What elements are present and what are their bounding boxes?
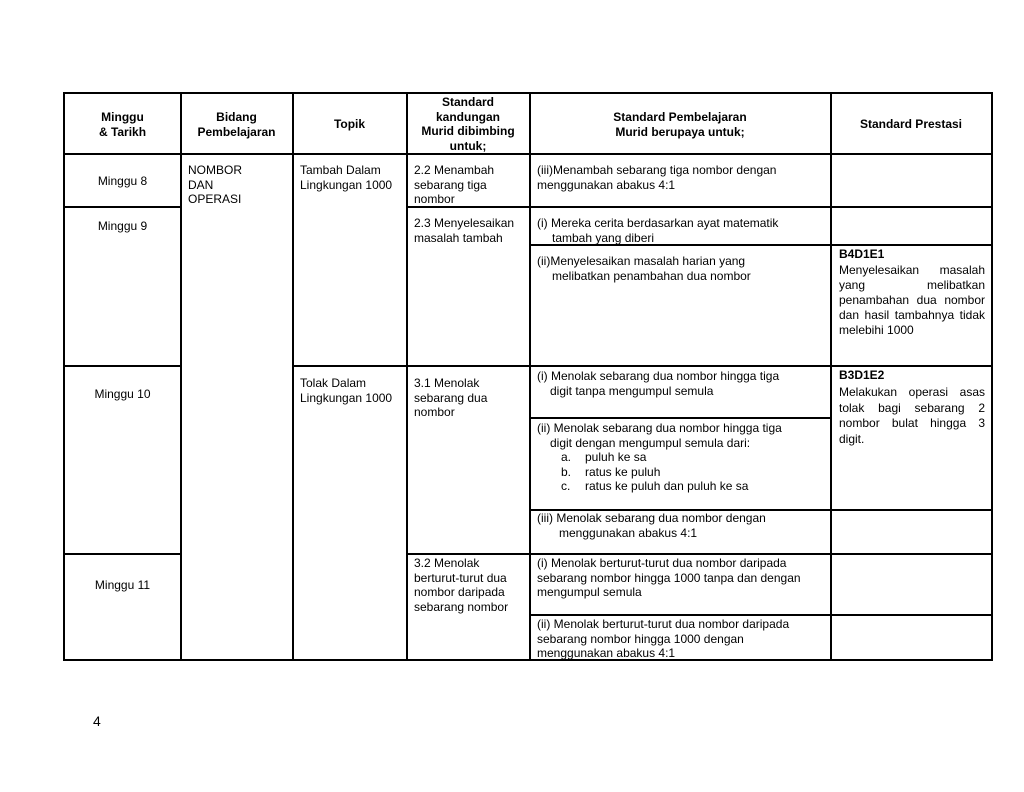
kandungan-2-2 <box>414 163 494 207</box>
kandungan-line: 3.1 Menolak <box>414 376 480 390</box>
list-text: puluh ke sa <box>585 450 647 464</box>
col-divider <box>292 92 294 661</box>
kandungan-line: sebarang nombor <box>414 599 509 614</box>
pembelajaran-item <box>537 369 779 398</box>
pembelajaran-line: (ii) Menolak berturut-turut dua nombor daripada <box>537 617 790 631</box>
header-kandungan-line: Murid dibimbing <box>421 124 515 138</box>
pembelajaran-subitem <box>537 450 782 465</box>
header-minggu-line: Minggu <box>101 110 144 124</box>
kandungan-line: nombor daripada <box>414 585 505 599</box>
pembelajaran-item <box>537 617 789 661</box>
header-kandungan-line: untuk; <box>449 138 487 153</box>
pembelajaran-line: (i) Menolak berturut-turut dua nombor daripada <box>537 556 787 570</box>
col-divider <box>529 92 531 661</box>
topik-line: Tolak Dalam <box>300 376 367 390</box>
pembelajaran-line: sebarang nombor hingga 1000 tanpa dan dengan <box>537 570 801 585</box>
header-minggu-line: & Tarikh <box>98 124 147 139</box>
row-divider <box>529 614 993 616</box>
pembelajaran-line: mengumpul semula <box>537 585 642 599</box>
table-border-bottom <box>63 659 993 661</box>
kandungan-line: nombor <box>414 192 455 206</box>
pembelajaran-line: (iii) Menolak sebarang dua nombor dengan <box>537 511 766 525</box>
pembelajaran-subitem <box>537 465 782 480</box>
kandungan-3-1 <box>414 376 487 420</box>
topik-line: Tambah Dalam <box>300 163 381 177</box>
week-label-9: Minggu 9 <box>97 219 148 233</box>
pembelajaran-line: menggunakan abakus 4:1 <box>537 177 676 192</box>
header-pembelajaran-line: Standard Pembelajaran <box>613 110 747 124</box>
bidang-line: DAN <box>188 177 214 192</box>
pembelajaran-line: (iii)Menambah sebarang tiga nombor dengan <box>537 163 777 177</box>
kandungan-line: 2.3 Menyelesaikan <box>414 216 515 230</box>
table-border-right <box>991 92 993 661</box>
row-divider <box>529 417 831 419</box>
kandungan-3-2 <box>414 556 508 614</box>
list-marker: a. <box>561 450 572 464</box>
row-divider <box>292 365 993 367</box>
header-bidang-line: Bidang <box>216 110 257 124</box>
kandungan-2-3 <box>414 216 514 245</box>
table-border-top <box>63 92 993 94</box>
topik-line: Lingkungan 1000 <box>300 177 393 192</box>
header-standard-prestasi <box>831 117 991 132</box>
kandungan-line: 2.2 Menambah <box>414 163 495 177</box>
topik-line: Lingkungan 1000 <box>300 390 393 405</box>
pembelajaran-line: (i) Menolak sebarang dua nombor hingga tiga <box>537 369 780 383</box>
col-divider <box>406 92 408 661</box>
header-bidang-line: Pembelajaran <box>197 124 276 139</box>
header-topik <box>293 117 406 132</box>
pembelajaran-item <box>537 421 782 494</box>
header-kandungan-line: Standard <box>441 95 494 109</box>
kandungan-line: berturut-turut dua <box>414 570 507 585</box>
header-topik-line: Topik <box>333 117 366 131</box>
pembelajaran-line: (i) Mereka cerita berdasarkan ayat matematik <box>537 216 779 230</box>
pembelajaran-subitem <box>537 479 782 494</box>
week-label-10: Minggu 10 <box>94 387 151 401</box>
prestasi-description: Melakukan operasi asas tolak bagi sebarang 2 nombor bulat hingga 3 digit. <box>839 385 985 446</box>
kandungan-line: nombor <box>414 405 455 419</box>
list-text: ratus ke puluh dan puluh ke sa <box>585 479 749 493</box>
header-bidang <box>181 110 292 139</box>
kandungan-line: 3.2 Menolak <box>414 556 480 570</box>
col-divider <box>180 92 182 661</box>
list-marker: b. <box>561 464 572 479</box>
prestasi-code: B4D1E1 <box>839 247 885 261</box>
pembelajaran-line: menggunakan abakus 4:1 <box>537 646 676 660</box>
bidang-line: OPERASI <box>188 192 242 206</box>
prestasi-code: B3D1E2 <box>839 368 885 382</box>
kandungan-line: sebarang tiga <box>414 177 487 192</box>
list-marker: c. <box>561 479 571 493</box>
week-label-8: Minggu 8 <box>97 174 148 188</box>
list-text: ratus ke puluh <box>585 464 661 479</box>
pembelajaran-line: (ii) Menolak sebarang dua nombor hingga tiga <box>537 421 782 435</box>
pembelajaran-line: tambah yang diberi <box>552 230 655 245</box>
pembelajaran-item <box>537 163 776 192</box>
bidang-line: NOMBOR <box>188 163 242 177</box>
pembelajaran-line: digit dengan mengumpul semula dari: <box>550 435 751 450</box>
pembelajaran-item <box>537 216 778 245</box>
pembelajaran-line: digit tanpa mengumpul semula <box>550 383 714 398</box>
page-number: 4 <box>93 713 101 729</box>
pembelajaran-item <box>537 556 801 600</box>
topik-tambah <box>300 163 392 192</box>
row-divider <box>63 365 181 367</box>
col-divider <box>830 92 832 661</box>
kandungan-line: masalah tambah <box>414 230 503 245</box>
topik-tolak <box>300 376 392 405</box>
header-prestasi-line: Standard Prestasi <box>859 117 963 131</box>
header-minggu <box>65 110 180 139</box>
pembelajaran-line: (ii)Menyelesaikan masalah harian yang <box>537 254 746 268</box>
row-divider <box>63 206 181 208</box>
pembelajaran-item <box>537 511 766 540</box>
prestasi-description: Menyelesaikan masalah yang melibatkan penambahan dua nombor dan hasil tambahnya tidak melebihi 1000 <box>839 263 985 337</box>
header-pembelajaran-line: Murid berupaya untuk; <box>615 124 745 139</box>
header-standard-kandungan <box>407 95 529 153</box>
pembelajaran-line: sebarang nombor hingga 1000 dengan <box>537 631 744 646</box>
pembelajaran-line: menggunakan abakus 4:1 <box>559 525 698 540</box>
week-label-11: Minggu 11 <box>94 578 151 592</box>
pembelajaran-line: melibatkan penambahan dua nombor <box>552 268 751 283</box>
header-standard-pembelajaran <box>530 110 830 139</box>
row-divider <box>63 153 993 155</box>
header-kandungan-line: kandungan <box>435 109 500 124</box>
bidang-text <box>188 163 242 207</box>
kandungan-line: sebarang dua <box>414 390 488 405</box>
pembelajaran-item <box>537 254 751 283</box>
row-divider <box>406 553 993 555</box>
row-divider <box>63 553 181 555</box>
